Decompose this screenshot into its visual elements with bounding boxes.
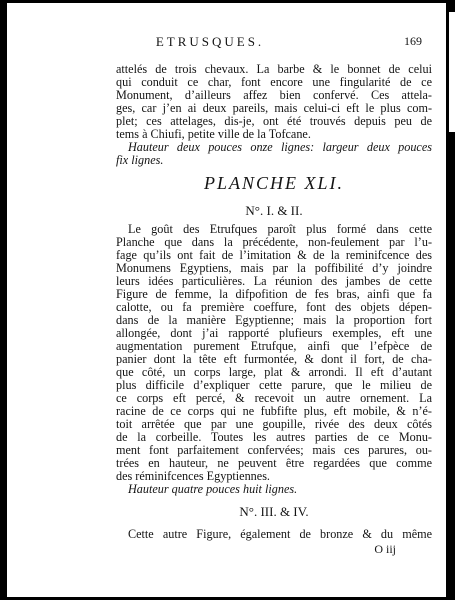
text-line: des réminifcences Egyptiennes. <box>116 469 270 483</box>
text-line: qui conduit ce char, font encore une fingularité de ce <box>116 75 432 89</box>
text-line: tems à Chiufi, petite ville de la Tofcane. <box>116 127 311 141</box>
text-line: Monument, d’ailleurs affez bien confervé. Ces attela- <box>116 88 432 102</box>
text-line: Hauteur deux pouces onze lignes: largeur deux pouces <box>128 140 432 154</box>
section-heading: N°. III. & IV. <box>239 504 309 519</box>
text-line: Monumens Egyptiens, mais par la poffibilité d’y joindre <box>116 261 432 275</box>
right-border-gap <box>449 12 455 132</box>
text-line: que côté, un corps large, plat & arrondi. Il eft d’autant <box>116 365 432 379</box>
text-line: de la corbeille. Toutes les autres parties de ce Monu- <box>116 430 432 444</box>
text-line: ment font parfaitement confervées; mais ces parures, ou- <box>116 443 432 457</box>
text-line: dans de la manière Egyptienne; mais la proportion fort <box>116 313 432 327</box>
text-line: Planche que dans la précédente, non-feulement par l’u- <box>116 235 432 249</box>
text-line: Cette autre Figure, également de bronze & du même <box>128 527 432 541</box>
text-line: augmentation purement Etrufque, ainfi que l’efpèce de <box>116 339 432 353</box>
text-line: Figure de femme, la difpofition de fes bras, ainfi que fa <box>116 287 432 301</box>
text-line: plus difficile d’expliquer cette parure, que le milieu de <box>116 378 432 392</box>
text-line: fage qu’ils ont fait de l’imitation & de la reminifcence des <box>116 248 432 262</box>
text-line: Hauteur quatre pouces huit lignes. <box>128 482 298 496</box>
text-line: attelés de trois chevaux. La barbe & le bonnet de celui <box>116 62 432 76</box>
running-header: ETRUSQUES. <box>155 34 265 49</box>
text-line: allongée, dont j’ai rapporté plufieurs exemples, eft une <box>116 326 432 340</box>
text-line: plet; ces attelages, dis-je, ont été trouvés depuis peu de <box>116 114 432 128</box>
text-line: Le goût des Etrufques paroît plus formé dans cette <box>128 222 432 236</box>
plate-title: PLANCHE XLI. <box>203 173 344 193</box>
text-line: toit arrêtée que par une goupille, rivée des deux côtés <box>116 417 432 431</box>
text-line: panier dont la tête eft furmontée, & dont il fort, de cha- <box>116 352 432 366</box>
section-heading: N°. I. & II. <box>245 203 303 218</box>
text-line: ce corps eft percé, & recevoit un autre ornement. La <box>116 391 432 405</box>
text-line: fix lignes. <box>116 153 164 167</box>
text-line: trées en hauteur, ne peuvent être regardées que comme <box>116 456 432 470</box>
left-border <box>0 0 7 600</box>
signature-mark: O iij <box>374 542 396 556</box>
text-line: ges, car j’en ai deux pareils, mais celui-ci eft le plus com- <box>116 101 432 115</box>
text-line: leurs idées particulières. La réunion des jambes de cette <box>116 274 432 288</box>
page-number: 169 <box>404 34 422 48</box>
text-line: racine de ce corps qui ne fubfifte plus, eft mobile, & n’é- <box>116 404 432 418</box>
text-line: calotte, ou fa première coeffure, font des objets dépen- <box>116 300 432 314</box>
